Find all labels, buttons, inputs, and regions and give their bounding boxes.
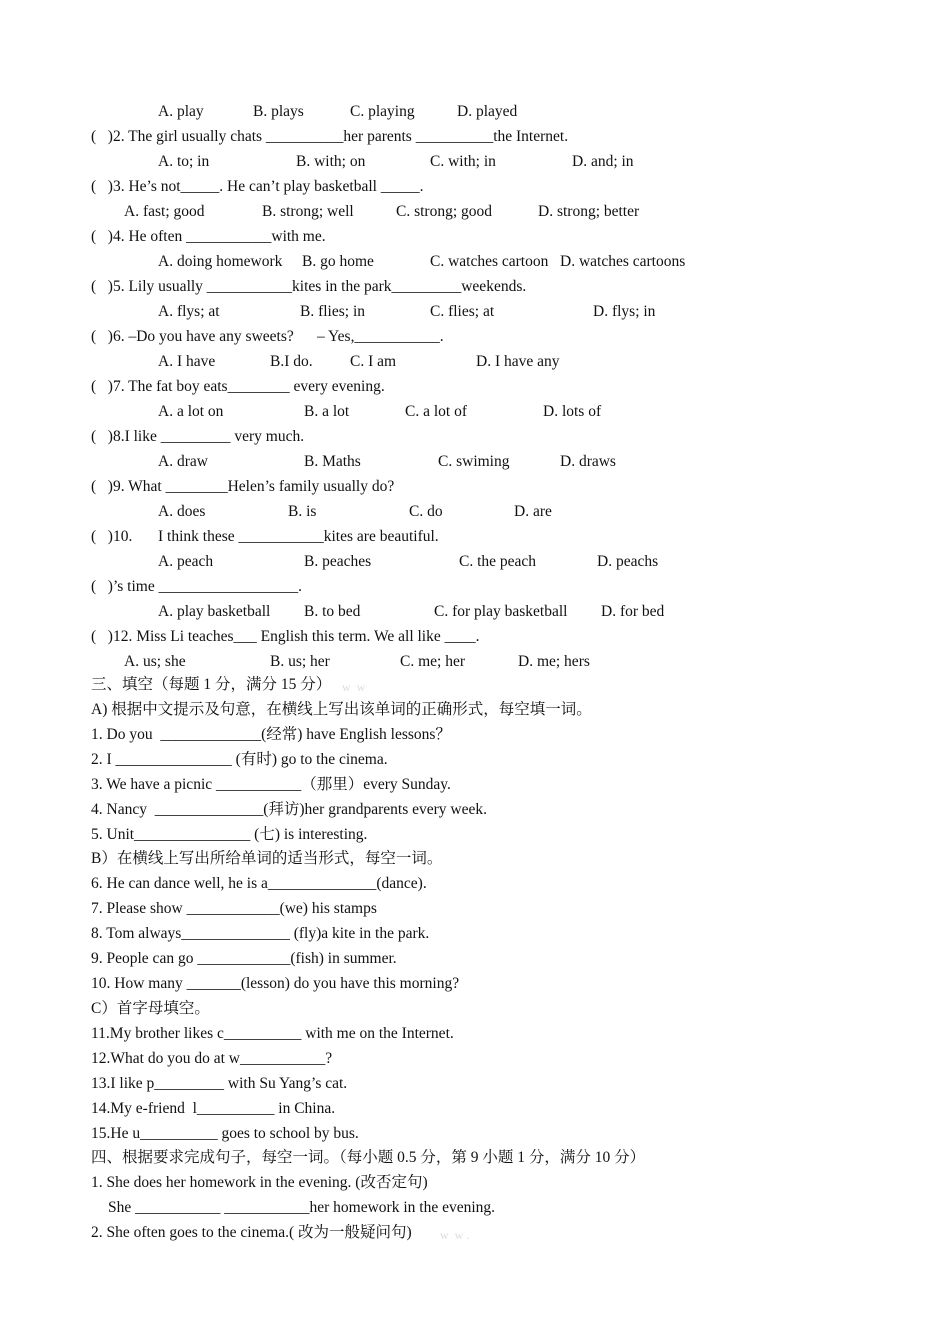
- q10-number: ( )10.: [91, 528, 133, 545]
- q6-stem: ( )6. –Do you have any sweets? – Yes,___________.: [91, 328, 444, 345]
- q12-option-a: A. us; she: [124, 653, 186, 670]
- q7-option-d: D. lots of: [543, 403, 602, 420]
- q1-option-d: D. played: [457, 103, 518, 120]
- fill-item-4: 4. Nancy ______________(拜访)her grandparents every week.: [91, 801, 487, 818]
- q3-option-d: D. strong; better: [538, 203, 640, 220]
- fill-item-13: 13.I like p_________ with Su Yang’s cat.: [91, 1075, 348, 1092]
- fill-item-10: 10. How many _______(lesson) do you have this morning?: [91, 975, 460, 992]
- fill-item-3: 3. We have a picnic ___________（那里）every Sunday.: [91, 776, 451, 793]
- watermark-text: w w .: [440, 1228, 470, 1242]
- q12-stem: ( )12. Miss Li teaches___ English this term. We all like ____.: [91, 628, 480, 645]
- q12-option-b: B. us; her: [270, 653, 330, 670]
- q1-option-a: A. play: [158, 103, 204, 120]
- q8-option-a: A. draw: [158, 453, 208, 470]
- q10-option-c: C. the peach: [459, 553, 537, 570]
- q2-option-a: A. to; in: [158, 153, 210, 170]
- sentence-item-1-answer-line: She ___________ ___________her homework in the evening.: [108, 1199, 496, 1216]
- fill-item-8: 8. Tom always______________ (fly)a kite in the park.: [91, 925, 430, 942]
- q4-stem: ( )4. He often ___________with me.: [91, 228, 326, 245]
- q6-option-c: C. I am: [350, 353, 397, 370]
- fill-item-1: 1. Do you _____________(经常) have English lessons？: [91, 726, 451, 743]
- q7-option-a: A. a lot on: [158, 403, 224, 420]
- fill-item-9: 9. People can go ____________(fish) in summer.: [91, 950, 397, 967]
- q1-option-c: C. playing: [350, 103, 415, 120]
- q7-option-b: B. a lot: [304, 403, 350, 420]
- q11-option-c: C. for play basketball: [434, 603, 568, 620]
- q9-option-d: D. are: [514, 503, 552, 520]
- q2-option-b: B. with; on: [296, 153, 366, 170]
- fill-item-2: 2. I _______________ (有时) go to the cinema.: [91, 751, 388, 768]
- section3-part-c-heading: C）首字母填空。: [91, 1000, 210, 1017]
- q8-option-c: C. swiming: [438, 453, 510, 470]
- q5-option-a: A. flys; at: [158, 303, 220, 320]
- q8-option-d: D. draws: [560, 453, 616, 470]
- q1-option-b: B. plays: [253, 103, 304, 120]
- q6-option-a: A. I have: [158, 353, 216, 370]
- fill-item-12: 12.What do you do at w___________?: [91, 1050, 333, 1067]
- q2-option-c: C. with; in: [430, 153, 496, 170]
- section3-heading: 三、填空（每题 1 分，满分 15 分）: [91, 676, 332, 693]
- sentence-item-2: 2. She often goes to the cinema.( 改为一般疑问句): [91, 1224, 412, 1241]
- q9-stem: ( )9. What ________Helen’s family usually do?: [91, 478, 395, 495]
- q11-option-d: D. for bed: [601, 603, 665, 620]
- q9-option-a: A. does: [158, 503, 206, 520]
- fill-item-7: 7. Please show ____________(we) his stamps: [91, 900, 377, 917]
- q3-stem: ( )3. He’s not_____. He can’t play basketball _____.: [91, 178, 424, 195]
- q4-option-c: C. watches cartoon: [430, 253, 549, 270]
- section3-part-b-heading: B）在横线上写出所给单词的适当形式，每空一词。: [91, 850, 443, 867]
- fill-item-6: 6. He can dance well, he is a______________(dance).: [91, 875, 427, 892]
- q11-stem: ( )’s time __________________.: [91, 578, 302, 595]
- fill-item-5: 5. Unit_______________ (七) is interesting.: [91, 826, 368, 843]
- fill-item-15: 15.He u__________ goes to school by bus.: [91, 1125, 359, 1142]
- q2-stem: ( )2. The girl usually chats __________her parents __________the Internet.: [91, 128, 569, 145]
- section4-heading: 四、根据要求完成句子，每空一词。（每小题 0.5 分，第 9 小题 1 分，满分 10 分）: [91, 1149, 646, 1166]
- q10-option-d: D. peachs: [597, 553, 659, 570]
- q5-option-b: B. flies; in: [300, 303, 366, 320]
- q3-option-c: C. strong; good: [396, 203, 493, 220]
- fill-item-14: 14.My e-friend l__________ in China.: [91, 1100, 336, 1117]
- q8-option-b: B. Maths: [304, 453, 361, 470]
- q4-option-a: A. doing homework: [158, 253, 283, 270]
- q6-option-d: D. I have any: [476, 353, 560, 370]
- q3-option-b: B. strong; well: [262, 203, 354, 220]
- q12-option-c: C. me; her: [400, 653, 465, 670]
- fill-item-11: 11.My brother likes c__________ with me on the Internet.: [91, 1025, 454, 1042]
- q4-option-b: B. go home: [302, 253, 374, 270]
- q4-option-d: D. watches cartoons: [560, 253, 686, 270]
- q6-option-b: B.I do.: [270, 353, 313, 370]
- q9-option-b: B. is: [288, 503, 317, 520]
- q10-option-a: A. peach: [158, 553, 214, 570]
- sentence-item-1: 1. She does her homework in the evening. (改否定句): [91, 1174, 428, 1191]
- q12-option-d: D. me; hers: [518, 653, 590, 670]
- q9-option-c: C. do: [409, 503, 443, 520]
- q2-option-d: D. and; in: [572, 153, 634, 170]
- q5-stem: ( )5. Lily usually ___________kites in the park_________weekends.: [91, 278, 527, 295]
- watermark-text: w w: [342, 680, 366, 694]
- q10-option-b: B. peaches: [304, 553, 372, 570]
- section3-part-a-heading: A) 根据中文提示及句意，在横线上写出该单词的正确形式，每空填一词。: [91, 701, 592, 718]
- q3-option-a: A. fast; good: [124, 203, 205, 220]
- q7-option-c: C. a lot of: [405, 403, 467, 420]
- q11-option-b: B. to bed: [304, 603, 361, 620]
- q5-option-d: D. flys; in: [593, 303, 656, 320]
- q7-stem: ( )7. The fat boy eats________ every evening.: [91, 378, 385, 395]
- q8-stem: ( )8.I like _________ very much.: [91, 428, 305, 445]
- q5-option-c: C. flies; at: [430, 303, 495, 320]
- q11-option-a: A. play basketball: [158, 603, 271, 620]
- q10-stem: I think these ___________kites are beautiful.: [158, 528, 439, 545]
